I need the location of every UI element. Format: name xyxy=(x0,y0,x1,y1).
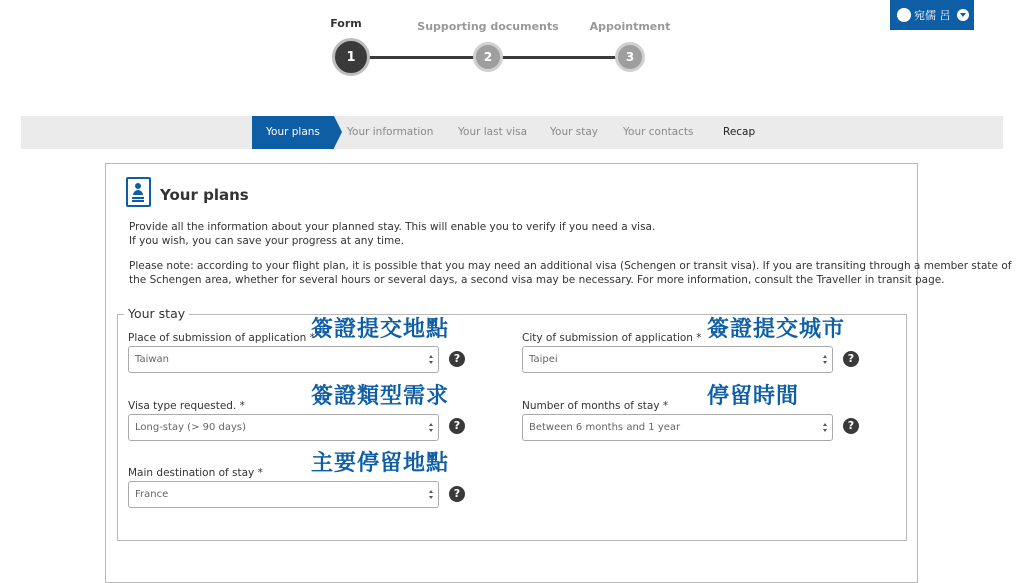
intro-text-line-1: Provide all the information about your planned stay. This will enable you to verify if you need a visa. xyxy=(129,221,656,233)
step-2-circle: 2 xyxy=(473,42,503,72)
visa-type-value: Long-stay (> 90 days) xyxy=(135,422,247,433)
note-text-line-2: the Schengen area, whether for several hours or several days, a second visa may be necessary. For more information, consult the Traveller in transit page. xyxy=(129,274,945,286)
user-menu-button[interactable] xyxy=(890,0,974,30)
your-stay-legend: Your stay xyxy=(124,306,189,321)
visa-type-select[interactable] xyxy=(128,414,439,441)
months-of-stay-label: Number of months of stay * xyxy=(522,400,669,412)
place-help-icon[interactable]: ? xyxy=(449,351,465,367)
note-text-line-1: Please note: according to your flight plan, it is possible that you may need an additional visa (Schengen or transit visa). If you are transiting through a member state of xyxy=(129,260,1012,272)
annotation-visa-type: 簽證類型需求 xyxy=(311,384,450,409)
tab-your-plans[interactable]: Your plans xyxy=(252,116,334,149)
step-3-circle: 3 xyxy=(615,42,645,72)
city-of-submission-value: Taipei xyxy=(529,354,558,365)
tab-your-information[interactable]: Your information xyxy=(347,126,434,138)
place-of-submission-label: Place of submission of application * xyxy=(128,332,315,344)
main-destination-select[interactable] xyxy=(128,481,439,508)
step-form-label: Form xyxy=(330,17,362,30)
annotation-months: 停留時間 xyxy=(707,384,800,409)
city-of-submission-select[interactable] xyxy=(522,346,833,373)
annotation-city: 簽證提交城市 xyxy=(707,317,846,342)
document-person-icon xyxy=(126,177,151,207)
select-arrows-icon xyxy=(429,490,434,500)
form-tabs xyxy=(21,116,1003,149)
intro-text-line-2: If you wish, you can save your progress at any time. xyxy=(129,235,405,247)
user-name: 宛儒 呂 xyxy=(914,9,951,22)
tab-your-stay[interactable]: Your stay xyxy=(550,126,598,138)
months-of-stay-value: Between 6 months and 1 year xyxy=(529,422,681,433)
place-of-submission-value: Taiwan xyxy=(135,354,170,365)
step-supporting-documents-label: Supporting documents xyxy=(417,20,559,33)
months-of-stay-select[interactable] xyxy=(522,414,833,441)
step-1-circle: 1 xyxy=(332,38,370,76)
visa-type-label: Visa type requested. * xyxy=(128,400,245,412)
annotation-destination: 主要停留地點 xyxy=(311,451,450,476)
months-help-icon[interactable]: ? xyxy=(843,418,859,434)
destination-help-icon[interactable]: ? xyxy=(449,486,465,502)
city-help-icon[interactable]: ? xyxy=(843,351,859,367)
tab-your-last-visa[interactable]: Your last visa xyxy=(458,126,528,138)
step-connector-1 xyxy=(369,56,475,59)
chevron-down-icon xyxy=(957,9,969,21)
city-of-submission-label: City of submission of application * xyxy=(522,332,702,344)
main-destination-label: Main destination of stay * xyxy=(128,467,263,479)
annotation-place: 簽證提交地點 xyxy=(311,317,450,342)
tab-your-contacts[interactable]: Your contacts xyxy=(623,126,694,138)
user-avatar-icon xyxy=(897,8,911,22)
select-arrows-icon xyxy=(429,423,434,433)
visa-type-help-icon[interactable]: ? xyxy=(449,418,465,434)
tab-recap[interactable]: Recap xyxy=(723,126,756,138)
select-arrows-icon xyxy=(823,355,828,365)
step-appointment-label: Appointment xyxy=(589,20,671,33)
step-connector-2 xyxy=(501,56,617,59)
select-arrows-icon xyxy=(429,355,434,365)
page-title: Your plans xyxy=(160,186,249,204)
select-arrows-icon xyxy=(823,423,828,433)
place-of-submission-select[interactable] xyxy=(128,346,439,373)
main-destination-value: France xyxy=(135,489,169,500)
